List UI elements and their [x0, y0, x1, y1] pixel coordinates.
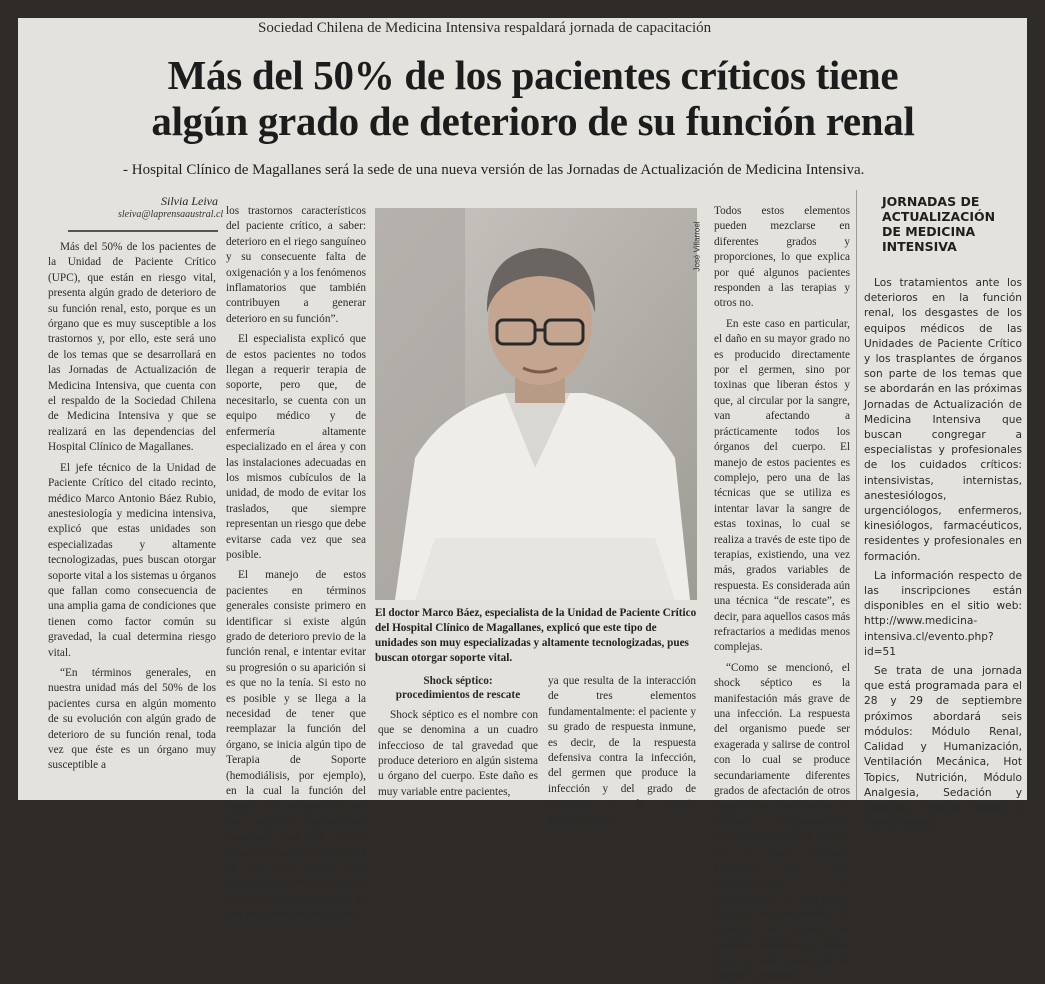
headline-line-1: Más del 50% de los pacientes críticos tiene	[167, 52, 899, 98]
headline-line-2: algún grado de deterioro de su función renal	[151, 98, 915, 144]
article-kicker: Sociedad Chilena de Medicina Intensiva respaldará jornada de capacitación	[258, 20, 712, 36]
subhead-line-1: Shock séptico:	[423, 675, 493, 687]
doctor-photo	[375, 208, 697, 600]
byline-email: sleiva@laprensaaustral.cl	[118, 209, 224, 220]
paragraph: El jefe técnico de la Unidad de Paciente Crítico del citado recinto, médico Marco Antonio Báez Rubio, anestesiología y medicina intensiva, explicó que estas unidades son especializadas y altamente tecnologizadas, pues buscan otorgar soporte vital a los sistemas u órganos que fallan como consecuencia de una amplia gama de condiciones que tienen como factor común su gravedad, la cual determina riesgo vital.	[48, 461, 216, 659]
article-column-2	[226, 204, 366, 921]
photo-caption: El doctor Marco Báez, especialista de la Unidad de Paciente Crítico del Hospital Clínico de Magallanes, explicó que este tipo de unidades son muy especializadas y altamente tecnologizadas, pues buscan otorgar soporte vital.	[375, 607, 697, 664]
paragraph: El manejo de estos pacientes en términos generales consiste primero en identificar si existe algún grado de deterioro previo de la función renal, e intentar evitar su progresión o su aparición si es que no la tenía. Si esto no es posible y se llega a la necesidad de tener que reemplazar la función del órgano, se inicia algún tipo de Terapia de Soporte (hemodiálisis, por ejemplo), en la cual la función del órgano es reemplazada por una máquina especialmente construida con este fin en espera de que la enfermedad de base que produjo este deterioro se corrija, lo cual en muchos casos se acompaña de una recuperación del órgano.	[226, 569, 366, 921]
paragraph: Todos estos elementos pueden mezclarse en diferentes grados y proporciones, lo que explica por qué algunos pacientes responden a las terapias y otros no.	[714, 205, 850, 310]
sidebar-paragraph: Se trata de una jornada que está programada para el 28 y 29 de septiembre próximos abordará seis módulos: Módulo Renal, Calidad y Humanización, Ventilación Mecánica, Hot Topics, Nutrición, Módulo Analgesia, Sedación y Delirium, Módulo Sepsis y Shock Séptico.	[864, 665, 1022, 830]
article-column-1	[48, 240, 216, 779]
paragraph: Más del 50% de los pacientes de la Unidad de Paciente Crítico (UPC), que están en riesgo vital, presenta algún grado de deterioro de su función renal, esto, porque es un órgano que es muy susceptible a los trastornos y, por ello, este será uno de los temas que se desarrollará en las Jornadas de Actualización de Medicina Intensiva, que cuenta con el respaldo de la Sociedad Chilena de Medicina Intensiva y que se realizará en las dependencias del Hospital Clínico de Magallanes.	[48, 241, 216, 454]
byline-name: Silvia Leiva	[161, 194, 218, 208]
photo-credit	[692, 214, 712, 284]
shock-column-b	[548, 674, 696, 833]
byline-rule	[68, 230, 218, 232]
article-headline	[98, 52, 968, 144]
sidebar-paragraph: La información respecto de las inscripciones están disponibles en el sitio web: http://www.medicina-intensiva.cl/evento.php?id=51	[864, 569, 1022, 658]
sidebar-paragraph: Los tratamientos ante los deterioros en la función renal, los desgastes de los equipos médicos de las Unidades de Paciente Crítico y los trasplantes de órganos son parte de los temas que se abordarán en las próximas Jornadas de Actualización de Medicina Intensiva que buscan congregar a especialistas y profesionales de los cuidados críticos: intensivistas, internistas, anestesiólogos, urgenciólogos, enfermeros, kinesiólogos, farmacéuticos, residentes y profesionales en formación.	[864, 277, 1022, 563]
sidebar-divider	[856, 190, 857, 800]
subhead-line-2: procedimientos de rescate	[395, 689, 521, 702]
paragraph: “En términos generales, en nuestra unidad más del 50% de los pacientes cursa en algún momento de su evolución con algún grado de deterioro de su función renal, toda vez que éste es un órgano muy susceptible a	[48, 666, 216, 772]
paragraph: El especialista explicó que de estos pacientes no todos llegan a requerir terapia de soporte, pero que, de necesitarlo, se cuenta con un equipo médico y de enfermería altamente especializado en el área y con las instalaciones adecuadas en los mismos cubículos de la unidad, de modo de evitar los traslados, que siempre representan un riesgo que debe evitarse cada vez que sea posible.	[226, 333, 366, 561]
paragraph: En este caso en particular, el daño en su mayor grado no es producido directamente por el germen, sino por toxinas que liberan éstos y que, al circular por la sangre, van afectando a prácticamente todos los órganos del cuerpo. El manejo de estos pacientes es complejo, pero una de las técnicas que se utiliza es intentar lavar la sangre de estas toxinas, lo cual se realiza a través de este tipo de terapias, existiendo, una vez más, grados variables de respuesta. Es considerada aún una técnica “de rescate”, es decir, para aquellos casos más refractarios a medidas menos complejas.	[714, 317, 850, 654]
paragraph: los trastornos característicos del paciente crítico, a saber: deterioro en el riego sanguíneo y su consecuente falta de oxigenación y a los fenómenos inflamatorios que también contribuyen a generar deterioro en su función”.	[226, 205, 366, 325]
sidebar-body	[864, 276, 1022, 835]
doctor-portrait-illustration	[375, 208, 697, 600]
photo-credit-text: José Villarroel	[692, 221, 702, 272]
byline	[118, 194, 224, 220]
paragraph: Shock séptico es el nombre con que se denomina a un cuadro infeccioso de tal gravedad que produce deterioro en algún sistema u órgano del cuerpo. Este daño es muy variable entre pacientes,	[378, 708, 538, 798]
paragraph: “Como se mencionó, el shock séptico es la manifestación más grave de una infección. La respuesta del organismo puede ser exagerada y salirse de control con lo cual se produce secundariamente diferentes grados de afectación de otros órganos que inicialmente no estaban comprometidos. Cuando esto afecta a más de tres o cuatro sistemas, hablamos de falla multisistémica o multiorgánica, la cual puede llegar a ser irreversible. El objetivo de todos los cuidados intensivos es evitar llegar a este punto de no retorno”, comentó.	[714, 661, 850, 982]
paragraph: ya que resulta de la interacción de tres elementos fundamentalmente: el paciente y su grado de respuesta inmune, es decir, de la respuesta defensiva contra la infección, del germen que produce la infección y del grado de respuesta a la terapia antimicrobiana.	[548, 675, 696, 826]
shock-column-a	[378, 674, 538, 805]
sidebar-title: JORNADAS DE ACTUALIZACIÓN DE MEDICINA INTENSIVA	[882, 194, 996, 254]
article-column-3	[714, 204, 850, 982]
newspaper-page	[18, 18, 1027, 982]
article-deck: - Hospital Clínico de Magallanes será la sede de una nueva versión de las Jornadas de Actualización de Medicina Intensiva.	[123, 162, 865, 178]
